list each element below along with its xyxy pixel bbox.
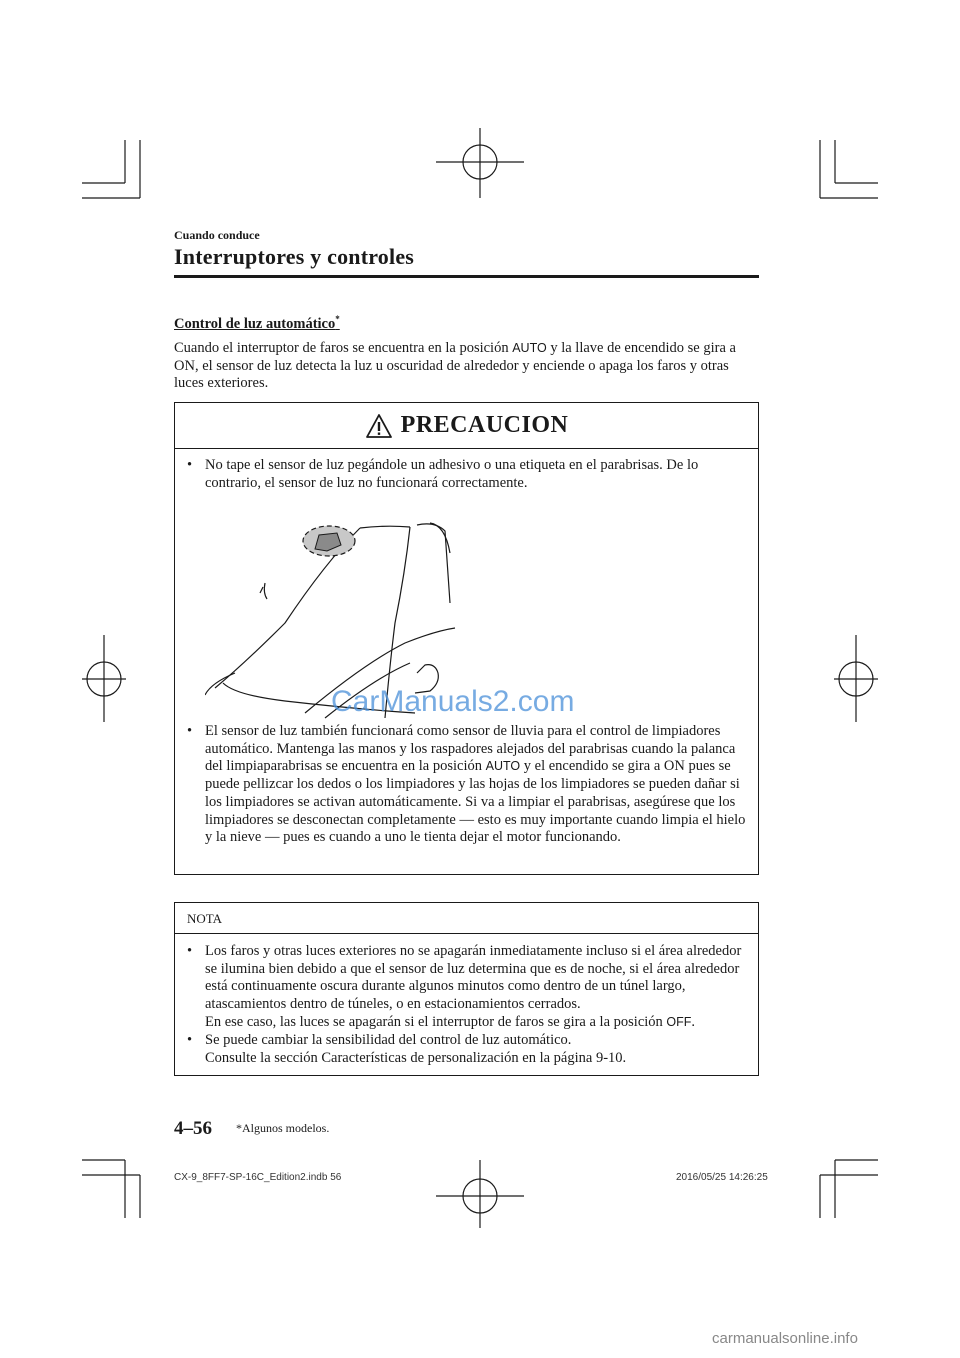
print-file-slug: CX-9_8FF7-SP-16C_Edition2.indb 56	[174, 1172, 342, 1183]
note-item-1-text-b: En ese caso, las luces se apagarán si el interruptor de faros se gira a la posición	[205, 1013, 667, 1030]
note-item-2-line-1: Se puede cambiar la sensibilidad del control de luz automático.	[205, 1032, 572, 1048]
bullet-mark: •	[187, 1032, 193, 1048]
off-keyword: OFF	[666, 1014, 692, 1029]
caution-item-2-text-a: El sensor de luz también funcionará como sensor de lluvia para el control de limpiadores automático. Mantenga las manos y los raspadores alejados del parabrisas cuando la palanca del limpiaparabrisas se encuentra en la posición	[205, 723, 736, 775]
caution-item-2	[187, 723, 747, 847]
registration-mark-bottom	[436, 1160, 524, 1228]
intro-paragraph	[174, 340, 759, 393]
center-watermark: CarManuals2.com	[331, 685, 575, 718]
note-item-1	[187, 943, 755, 1032]
subtitle-text: Control de luz automático	[174, 315, 336, 332]
registration-mark-top	[436, 128, 524, 198]
caution-item-1-text: No tape el sensor de luz pegándole un adhesivo o una etiqueta en el parabrisas. De lo contrario, el sensor de luz no funcionará correctamente.	[205, 457, 699, 491]
intro-text-2: y la llave de encendido se gira a ON, el sensor de luz detecta la luz u oscuridad de alrededor y enciende o apaga los faros y otras luces exteriores.	[174, 340, 736, 391]
caution-item-2-text	[205, 723, 747, 847]
note-item-1-text	[205, 943, 755, 1032]
note-box	[174, 902, 759, 1076]
subtitle	[174, 314, 340, 333]
page-title: Interruptores y controles	[174, 244, 415, 269]
bottom-watermark: carmanualsonline.info	[712, 1330, 858, 1347]
warning-triangle-icon	[365, 413, 393, 439]
note-item-2	[187, 1032, 755, 1067]
intro-text-1: Cuando el interruptor de faros se encuentra en la posición	[174, 340, 513, 356]
registration-mark-left	[82, 635, 126, 722]
note-item-1-line-off	[205, 1014, 755, 1032]
caution-item-1	[187, 457, 747, 492]
note-item-1-paragraph: Los faros y otras luces exteriores no se apagarán inmediatamente incluso si el área alrededor se ilumina bien debido a que el sensor de luz determina que es de noche, si el área alrededor está continuamente oscura durante algunos minutos como dentro de un túnel largo, atascamientos dentro de túneles, o en estacionamientos cerrados.	[205, 943, 742, 1013]
caution-title: PRECAUCION	[400, 412, 569, 438]
print-date: 2016/05/25 14:26:25	[676, 1172, 768, 1183]
note-item-1-end: .	[691, 1013, 696, 1030]
subtitle-mark: *	[335, 314, 340, 324]
bullet-mark: •	[187, 723, 193, 739]
auto-keyword: AUTO	[512, 341, 547, 355]
caution-box	[174, 402, 759, 875]
note-item-2-line-2: Consulte la sección Características de personalización en la página 9-10.	[205, 1049, 627, 1066]
page-number: 4–56	[174, 1118, 212, 1139]
caution-header	[175, 403, 758, 449]
note-header	[175, 903, 758, 934]
auto-keyword: AUTO	[485, 759, 521, 774]
note-item-2-text	[205, 1032, 755, 1067]
footnote: *Algunos modelos.	[236, 1121, 330, 1135]
registration-mark-right	[834, 635, 878, 722]
note-title: NOTA	[187, 911, 223, 926]
title-rule	[174, 275, 759, 278]
section-label: Cuando conduce	[174, 228, 260, 242]
bullet-mark: •	[187, 943, 193, 959]
bullet-mark: •	[187, 457, 193, 473]
caution-item-2-text-b: y el encendido se gira a ON pues se puede pellizcar los dedos o los limpiadores y las hojas de los limpiadores se pueden dañar si los limpiadores se activan automáticamente. Si va a limpiar el parabrisas, asegúrese que los limpiadores se desconectan completamente — esto es muy importante cuando limpia el hielo y la nieve — pues es cuando a uno le tienta dejar el motor funcionando.	[205, 758, 746, 846]
